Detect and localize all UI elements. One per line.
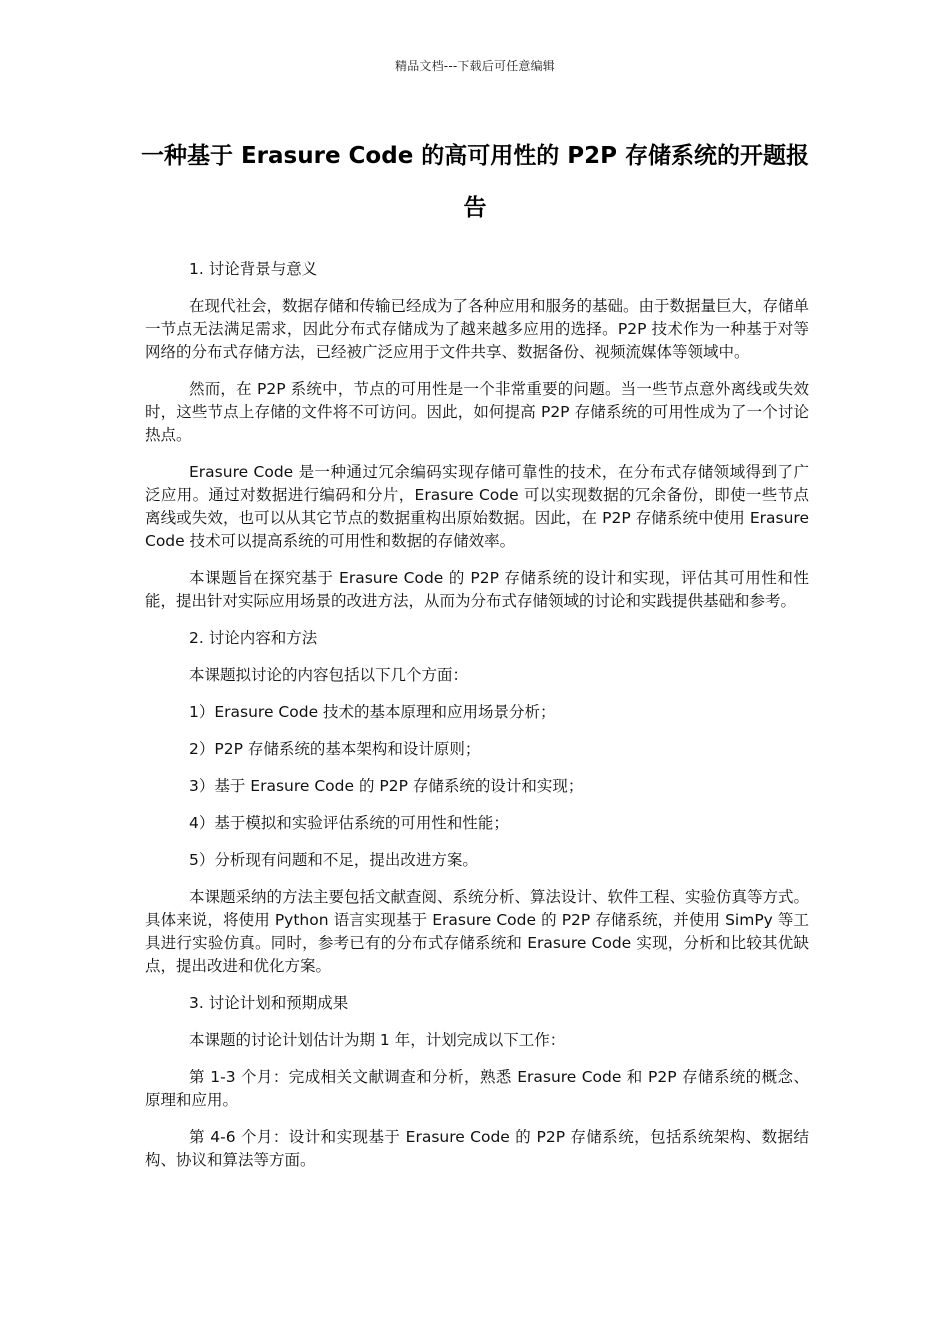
list-item: 4）基于模拟和实验评估系统的可用性和性能；	[189, 814, 509, 832]
section-1-paragraph-2: 然而，在 P2P 系统中，节点的可用性是一个非常重要的问题。当一些节点意外离线或失效时，这些节点上存储的文件将不可访问。因此，如何提高 P2P 存储系统的可用性成为了一个讨论热点。	[145, 380, 809, 444]
section-2-heading: 2. 讨论内容和方法	[189, 629, 318, 647]
list-item: 2）P2P 存储系统的基本架构和设计原则；	[189, 740, 481, 758]
section-3-plan-2: 第 4-6 个月：设计和实现基于 Erasure Code 的 P2P 存储系统，包括系统架构、数据结构、协议和算法等方面。	[145, 1128, 809, 1169]
list-item: 1）Erasure Code 技术的基本原理和应用场景分析；	[189, 703, 556, 721]
section-3-heading: 3. 讨论计划和预期成果	[189, 994, 349, 1012]
section-1-paragraph-1: 在现代社会，数据存储和传输已经成为了各种应用和服务的基础。由于数据量巨大，存储单一节点无法满足需求，因此分布式存储成为了越来越多应用的选择。P2P 技术作为一种基于对等网络的分布式存储方法，已经被广泛应用于文件共享、数据备份、视频流媒体等领域中。	[145, 297, 810, 361]
section-2-intro: 本课题拟讨论的内容包括以下几个方面：	[189, 666, 469, 684]
list-item: 5）分析现有问题和不足，提出改进方案。	[189, 851, 478, 869]
document-body	[145, 258, 809, 1186]
section-3-intro: 本课题的讨论计划估计为期 1 年，计划完成以下工作：	[189, 1031, 566, 1049]
list-item: 3）基于 Erasure Code 的 P2P 存储系统的设计和实现；	[189, 777, 584, 795]
section-1-paragraph-3: Erasure Code 是一种通过冗余编码实现存储可靠性的技术，在分布式存储领域得到了广泛应用。通过对数据进行编码和分片，Erasure Code 可以实现数据的冗余备份，即使一些节点离线或失效，也可以从其它节点的数据重构出原始数据。因此，在 P2P 存储系统中使用 Erasure Code 技术可以提高系统的可用性和数据的存储效率。	[145, 463, 809, 550]
section-3-plan-1: 第 1-3 个月：完成相关文献调查和分析，熟悉 Erasure Code 和 P2P 存储系统的概念、原理和应用。	[145, 1068, 809, 1109]
section-1-paragraph-4: 本课题旨在探究基于 Erasure Code 的 P2P 存储系统的设计和实现，评估其可用性和性能，提出针对实际应用场景的改进方法，从而为分布式存储领域的讨论和实践提供基础和参考。	[145, 569, 809, 610]
header-note: 精品文档---下载后可任意编辑	[395, 59, 555, 73]
section-1-heading: 1. 讨论背景与意义	[189, 260, 318, 278]
page-title: 一种基于 Erasure Code 的高可用性的 P2P 存储系统的开题报告	[140, 143, 810, 221]
section-2-method: 本课题采纳的方法主要包括文献查阅、系统分析、算法设计、软件工程、实验仿真等方式。具体来说，将使用 Python 语言实现基于 Erasure Code 的 P2P 存储系统，并使用 SimPy 等工具进行实验仿真。同时，参考已有的分布式存储系统和 Erasure Code 实现，分析和比较其优缺点，提出改进和优化方案。	[145, 888, 810, 975]
